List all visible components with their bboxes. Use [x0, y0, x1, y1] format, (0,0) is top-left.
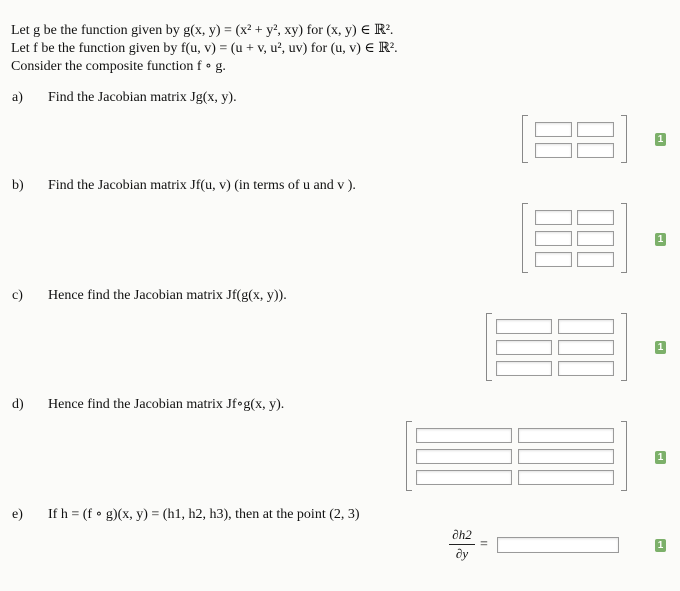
- right-bracket: [621, 203, 627, 273]
- question-e: [12, 506, 360, 523]
- question-d: [12, 396, 284, 413]
- question-label: b): [12, 178, 24, 193]
- attempt-badge-b: 1: [655, 233, 666, 246]
- matrix-a: [522, 115, 627, 163]
- question-label: a): [12, 90, 23, 105]
- answer-e-input[interactable]: [497, 537, 619, 553]
- question-a: [12, 90, 237, 106]
- question-label: c): [12, 288, 23, 303]
- matrix-d-cell-2-2[interactable]: [518, 449, 614, 464]
- attempt-badge-e: 1: [655, 539, 666, 552]
- matrix-c-cell-2-1[interactable]: [496, 340, 552, 355]
- matrix-d-cell-3-1[interactable]: [416, 470, 512, 485]
- attempt-badge-d: 1: [655, 451, 666, 464]
- matrix-a-cell-2-2[interactable]: [577, 143, 614, 158]
- matrix-a-cell-1-1[interactable]: [535, 122, 572, 137]
- matrix-c-cell-1-2[interactable]: [558, 319, 614, 334]
- matrix-d-cell-1-1[interactable]: [416, 428, 512, 443]
- matrix-c-cell-3-1[interactable]: [496, 361, 552, 376]
- right-bracket: [621, 313, 627, 381]
- question-text: Hence find the Jacobian matrix Jf(g(x, y)).: [48, 288, 287, 303]
- matrix-d-cell-1-2[interactable]: [518, 428, 614, 443]
- left-bracket: [522, 115, 528, 163]
- matrix-c-cell-3-2[interactable]: [558, 361, 614, 376]
- question-text: Hence find the Jacobian matrix Jf∘g(x, y).: [48, 397, 285, 412]
- question-text: Find the Jacobian matrix Jf(u, v) (in terms of u and v ).: [48, 178, 356, 193]
- matrix-b: [522, 203, 627, 273]
- matrix-c-cell-2-2[interactable]: [558, 340, 614, 355]
- intro-line-f: Let f be the function given by f(u, v) = (u + v, u², uv) for (u, v) ∈ ℝ².: [11, 41, 398, 56]
- derivative-denominator: ∂y: [455, 546, 469, 561]
- attempt-badge-a: 1: [655, 133, 666, 146]
- matrix-b-cell-1-2[interactable]: [577, 210, 614, 225]
- left-bracket: [406, 421, 412, 491]
- matrix-a-cell-2-1[interactable]: [535, 143, 572, 158]
- matrix-b-cell-2-2[interactable]: [577, 231, 614, 246]
- question-text: Find the Jacobian matrix Jg(x, y).: [48, 90, 237, 105]
- right-bracket: [621, 115, 627, 163]
- question-text: If h = (f ∘ g)(x, y) = (h1, h2, h3), then at the point (2, 3): [48, 507, 360, 522]
- matrix-b-cell-3-1[interactable]: [535, 252, 572, 267]
- problem-intro: [11, 22, 398, 76]
- matrix-b-cell-3-2[interactable]: [577, 252, 614, 267]
- matrix-d: [406, 421, 627, 491]
- question-b: [12, 178, 356, 194]
- left-bracket: [486, 313, 492, 381]
- question-label: d): [12, 397, 24, 412]
- question-label: e): [12, 507, 23, 522]
- derivative-numerator: ∂h2: [449, 527, 475, 545]
- partial-derivative: [449, 527, 475, 562]
- intro-line-composite: Consider the composite function f ∘ g.: [11, 59, 226, 74]
- matrix-d-cell-2-1[interactable]: [416, 449, 512, 464]
- matrix-d-cell-3-2[interactable]: [518, 470, 614, 485]
- equals-sign: =: [480, 537, 488, 552]
- question-c: [12, 288, 287, 304]
- matrix-a-cell-1-2[interactable]: [577, 122, 614, 137]
- left-bracket: [522, 203, 528, 273]
- attempt-badge-c: 1: [655, 341, 666, 354]
- matrix-b-cell-1-1[interactable]: [535, 210, 572, 225]
- matrix-c-cell-1-1[interactable]: [496, 319, 552, 334]
- matrix-c: [486, 313, 627, 381]
- intro-line-g: Let g be the function given by g(x, y) = (x² + y², xy) for (x, y) ∈ ℝ².: [11, 23, 394, 38]
- matrix-b-cell-2-1[interactable]: [535, 231, 572, 246]
- right-bracket: [621, 421, 627, 491]
